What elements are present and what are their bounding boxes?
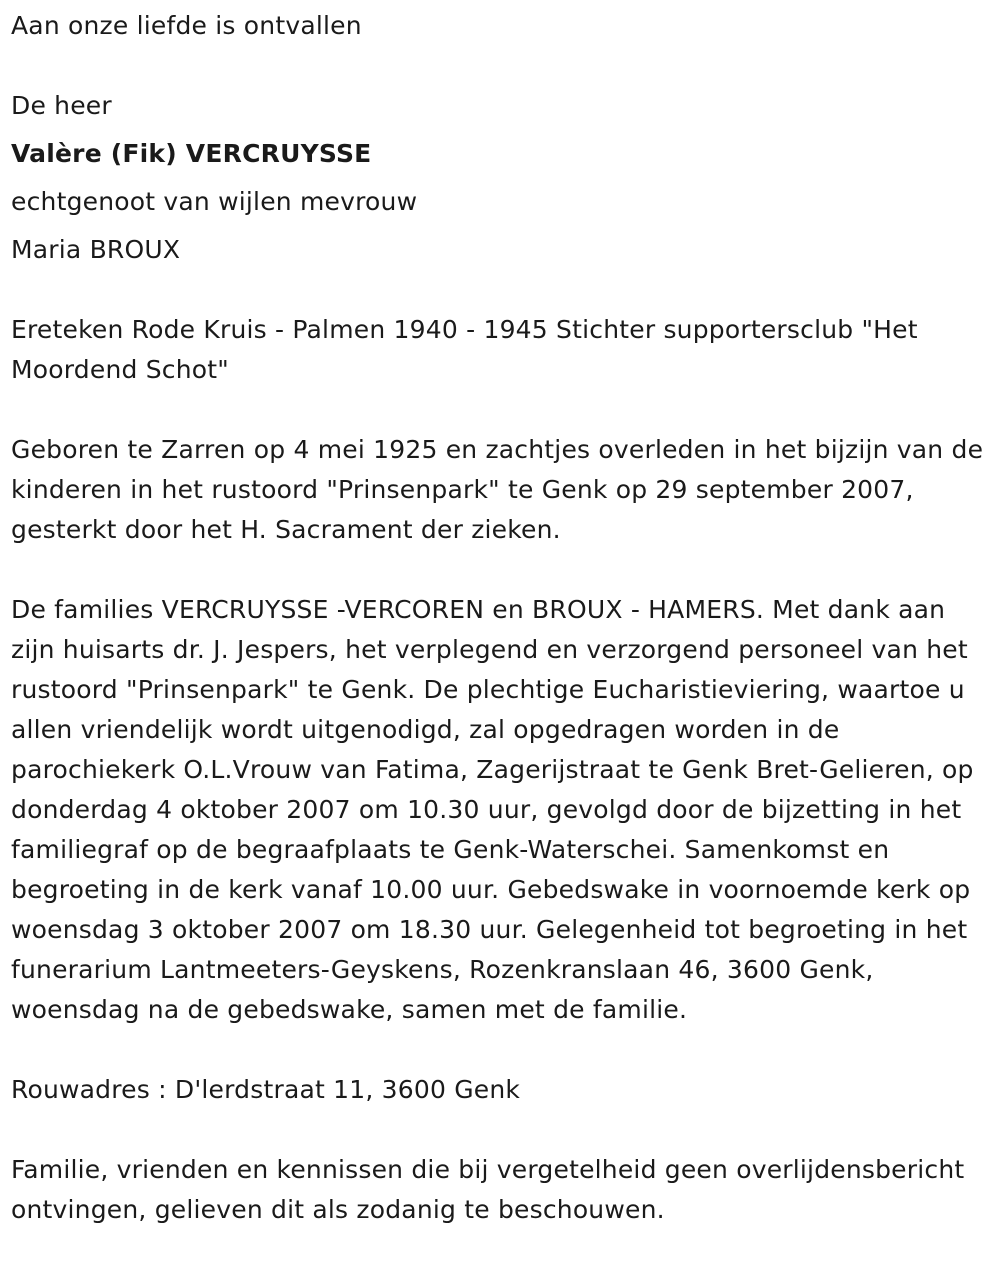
families-paragraph: De families VERCRUYSSE -VERCOREN en BROUX - HAMERS. Met dank aan zijn huisarts dr. J. Jespers, het verplegend en verzorgend personeel van het rustoord "Prinsenpark" te Genk. De plechtige Eucharistieviering, waartoe u allen vriendelijk wordt uitgenodigd, zal opgedragen worden in de parochiekerk O.L.Vrouw van Fatima, Zagerijstraat te Genk Bret-Gelieren, op donderdag 4 oktober 2007 om 10.30 uur, gevolgd door de bijzetting in het familiegraf op de begraafplaats te Genk-Waterschei. Samenkomst en begroeting in de kerk vanaf 10.00 uur. Gebedswake in voornoemde kerk op woensdag 3 oktober 2007 om 18.30 uur. Gelegenheid tot begroeting in het funerarium Lantmeeters-Geyskens, Rozenkranslaan 46, 3600 Genk, woensdag na de gebedswake, samen met de familie. (11, 595, 974, 1024)
spouse-line: echtgenoot van wijlen mevrouw (11, 187, 418, 216)
mourning-address: Rouwadres : D'lerdstraat 11, 3600 Genk (11, 1075, 521, 1104)
obituary-document (11, 6, 991, 1230)
deceased-name: Valère (Fik) VERCRUYSSE (11, 139, 372, 168)
closing-paragraph: Familie, vrienden en kennissen die bij vergetelheid geen overlijdensbericht ontvingen, gelieven dit als zodanig te beschouwen. (11, 1155, 965, 1224)
title-prefix: De heer (11, 91, 112, 120)
honors-paragraph: Ereteken Rode Kruis - Palmen 1940 - 1945 Stichter supportersclub "Het Moordend Schot" (11, 315, 918, 384)
spouse-name: Maria BROUX (11, 235, 181, 264)
intro-text: Aan onze liefde is ontvallen (11, 11, 362, 40)
birth-death-paragraph: Geboren te Zarren op 4 mei 1925 en zachtjes overleden in het bijzijn van de kinderen in het rustoord "Prinsenpark" te Genk op 29 september 2007, gesterkt door het H. Sacrament der zieken. (11, 435, 984, 544)
